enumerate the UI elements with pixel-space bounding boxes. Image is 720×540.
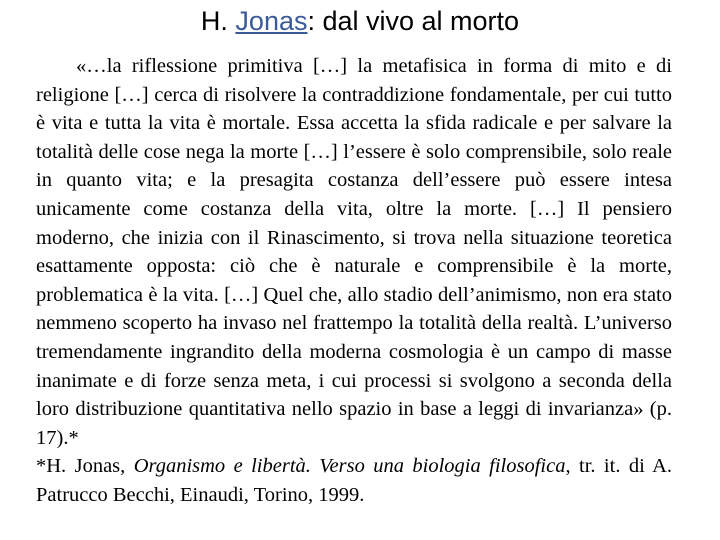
slide-title: [0, 4, 720, 38]
title-author-initial: H.: [200, 6, 236, 36]
reference-suffix: , tr. it. di A. Patrucco Becchi, Einaudi, Torino, 1999.: [36, 455, 673, 506]
quote-paragraph: «…la riflessione primitiva […] la metafisica in forma di mito e di religione […] cerca di risolvere la contraddizione fondamentale, per cui tutto è vita e tutta la vita è mortale. Essa accetta la sfida radicale e per salvare la totalità delle cose nega la morte […] l’essere è solo comprensibile, solo reale in quanto vita; e la presagita costanza dell’essere può essere intesa unicamente come costanza della vita, oltre la morte. […] Il pensiero moderno, che inizia con il Rinascimento, si trova nella situazione teoretica esattamente opposta: ciò che è naturale e comprensibile è la morte, problematica è la vita. […] Quel che, allo stadio dell’animismo, non era stato nemmeno scoperto ha invaso nel frattempo la totalità della realtà. L’universo tremendamente ingrandito della moderna cosmologia è un campo di masse inanimate e di forze senza meta, i cui processi si svolgono a seconda della loro distribuzione quantitativa nello spazio in base a leggi di invarianza» (p. 17).*: [36, 55, 672, 449]
reference-prefix: *H. Jonas,: [36, 455, 134, 478]
title-rest: : dal vivo al morto: [307, 6, 520, 36]
reference-book-title: Organismo e libertà. Verso una biologia filosofica: [133, 455, 566, 478]
text-body: [36, 52, 672, 510]
reference-paragraph: [36, 452, 672, 509]
author-link[interactable]: Jonas: [235, 6, 308, 36]
